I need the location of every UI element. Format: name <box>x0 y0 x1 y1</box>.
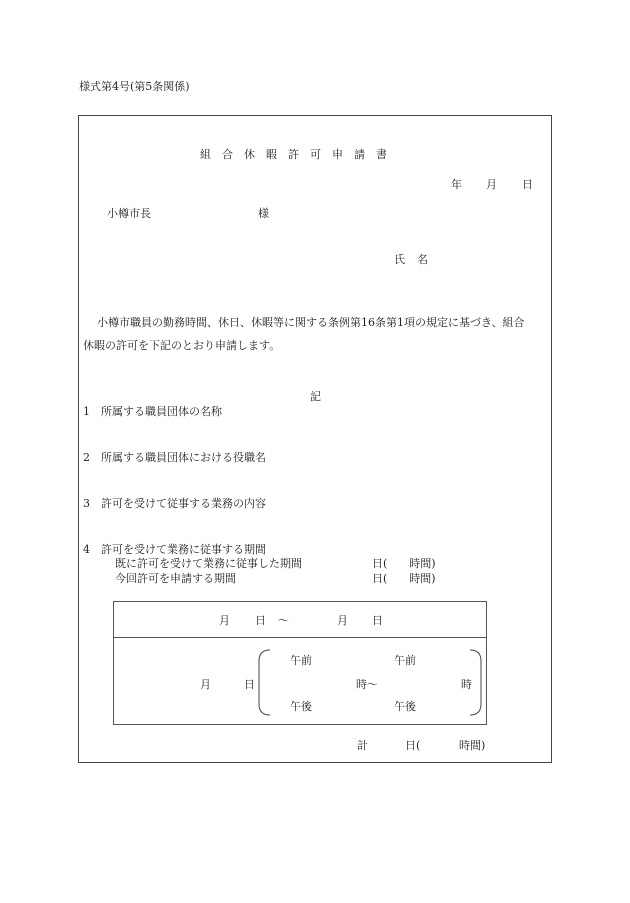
time-month-label: 月 <box>200 678 211 691</box>
right-bracket <box>470 650 481 715</box>
time-day-label: 日 <box>244 678 255 691</box>
previous-period-days: 日( 時間) <box>372 557 436 570</box>
total-label: 計 <box>357 739 368 752</box>
date-month-label: 月 <box>486 178 497 191</box>
left-bracket <box>259 650 270 715</box>
start-pm-label: 午後 <box>290 700 312 713</box>
body-text-line-1: 小樽市職員の勤務時間、休日、休暇等に関する条例第16条第1項の規定に基づき、組合 <box>97 316 525 329</box>
form-number-label: 様式第4号(第5条関係) <box>79 80 190 93</box>
current-period-label: 今回許可を申請する期間 <box>115 572 236 585</box>
previous-period-label: 既に許可を受けて業務に従事した期間 <box>115 557 302 570</box>
total-hours-label: 時間) <box>459 739 486 752</box>
start-am-label: 午前 <box>290 654 312 667</box>
item-union-position: 2 所属する職員団体における役職名 <box>83 451 266 464</box>
item-work-period: 4 許可を受けて業務に従事する期間 <box>83 543 266 556</box>
end-day-label: 日 <box>372 614 383 627</box>
start-day-label: 日 <box>255 614 266 627</box>
start-month-label: 月 <box>219 614 230 627</box>
ki-heading: 記 <box>310 390 321 403</box>
current-period-days: 日( 時間) <box>372 572 436 585</box>
body-text-line-2: 休暇の許可を下記のとおり申請します。 <box>83 339 281 352</box>
applicant-name-label: 氏名 <box>394 253 440 266</box>
time-range-tilde: 時～ <box>356 678 378 691</box>
date-range-tilde: ～ <box>278 614 289 627</box>
form-title: 組合休暇許可申請書 <box>200 148 398 161</box>
item-union-name: 1 所属する職員団体の名称 <box>83 405 222 418</box>
end-am-label: 午前 <box>394 654 416 667</box>
time-end-label: 時 <box>461 678 472 691</box>
total-days-label: 日( <box>405 739 421 752</box>
item-work-content: 3 許可を受けて従事する業務の内容 <box>83 497 266 510</box>
date-year-label: 年 <box>451 178 462 191</box>
honorific: 様 <box>258 207 269 220</box>
addressee: 小樽市長 <box>107 207 151 220</box>
end-month-label: 月 <box>337 614 348 627</box>
end-pm-label: 午後 <box>394 700 416 713</box>
date-day-label: 日 <box>522 178 533 191</box>
